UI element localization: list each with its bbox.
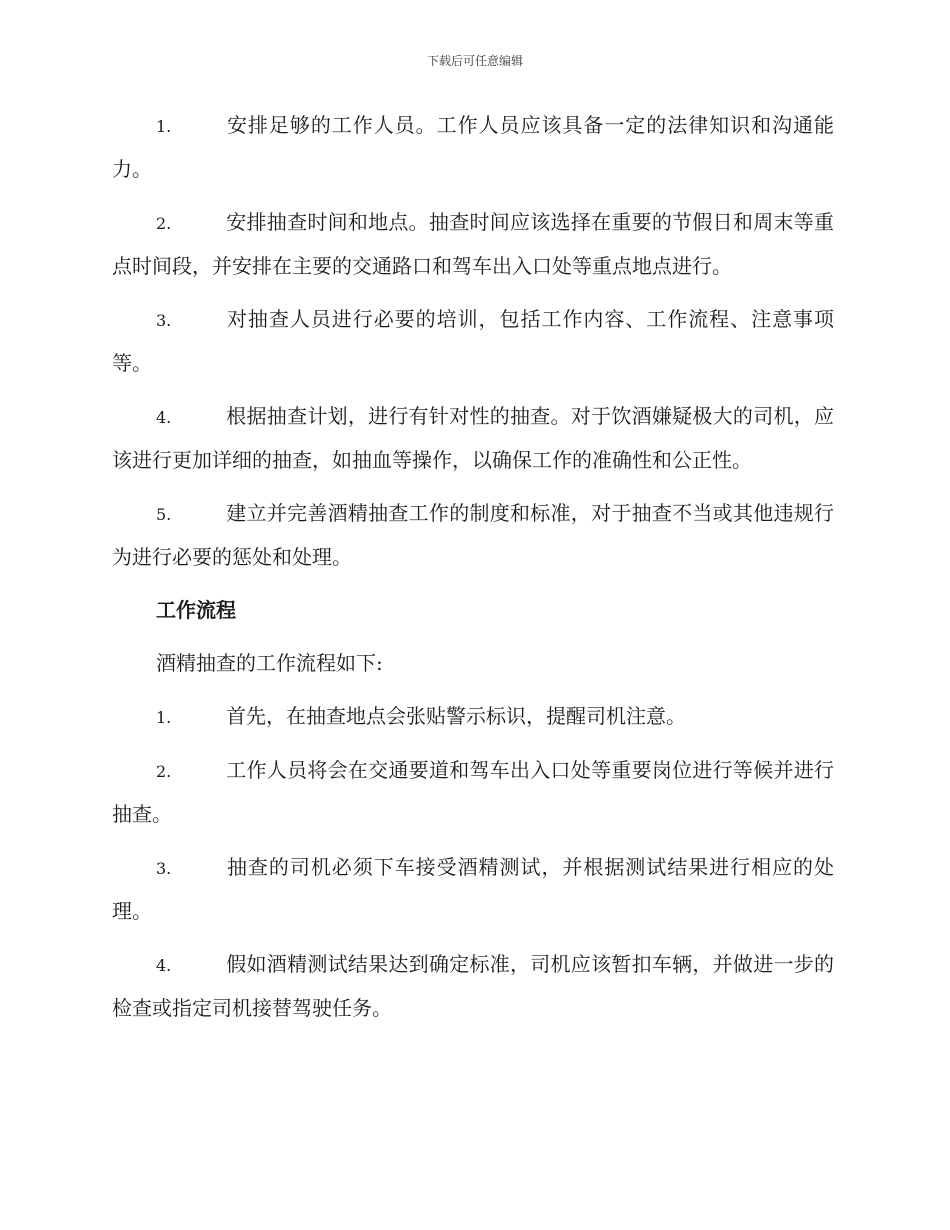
list-item bbox=[112, 695, 834, 739]
list-number: 4. bbox=[156, 956, 172, 975]
list-text: 安排抽查时间和地点。抽查时间应该选择在重要的节假日和周末等重点时间段，并安排在主要的交通路口和驾车出入口处等重点地点进行。 bbox=[112, 210, 834, 278]
list-text: 工作人员将会在交通要道和驾车出入口处等重要岗位进行等候并进行抽查。 bbox=[112, 758, 834, 826]
list-item bbox=[112, 104, 834, 191]
list-item bbox=[112, 943, 834, 1030]
list-number: 3. bbox=[156, 859, 172, 878]
section-heading: 工作流程 bbox=[156, 598, 236, 622]
list-item bbox=[112, 395, 834, 482]
list-number: 5. bbox=[156, 505, 172, 524]
list-item bbox=[112, 298, 834, 385]
list-number: 1. bbox=[156, 708, 172, 727]
list-text: 建立并完善酒精抽查工作的制度和标准，对于抽查不当或其他违规行为进行必要的惩处和处理。 bbox=[112, 501, 834, 569]
list-number: 2. bbox=[156, 214, 172, 233]
list-text: 抽查的司机必须下车接受酒精测试，并根据测试结果进行相应的处理。 bbox=[112, 855, 834, 923]
list-text: 首先，在抽查地点会张贴警示标识，提醒司机注意。 bbox=[226, 704, 686, 728]
list-number: 2. bbox=[156, 762, 172, 781]
page-header: 下载后可任意编辑 bbox=[426, 54, 523, 68]
list-text: 根据抽查计划，进行有针对性的抽查。对于饮酒嫌疑极大的司机，应该进行更加详细的抽查，如抽血等操作，以确保工作的准确性和公正性。 bbox=[112, 404, 834, 472]
list-item bbox=[112, 201, 834, 288]
list-number: 4. bbox=[156, 408, 172, 427]
list-item bbox=[112, 846, 834, 933]
list-number: 3. bbox=[156, 311, 172, 330]
document-body bbox=[112, 104, 834, 1040]
list-text: 安排足够的工作人员。工作人员应该具备一定的法律知识和沟通能力。 bbox=[112, 113, 834, 181]
list-number: 1. bbox=[156, 117, 172, 136]
list-text: 假如酒精测试结果达到确定标准，司机应该暂扣车辆，并做进一步的检查或指定司机接替驾驶任务。 bbox=[112, 952, 834, 1020]
section-intro: 酒精抽查的工作流程如下: bbox=[156, 651, 383, 675]
list-item bbox=[112, 749, 834, 836]
list-item bbox=[112, 492, 834, 579]
list-text: 对抽查人员进行必要的培训，包括工作内容、工作流程、注意事项等。 bbox=[112, 307, 834, 375]
